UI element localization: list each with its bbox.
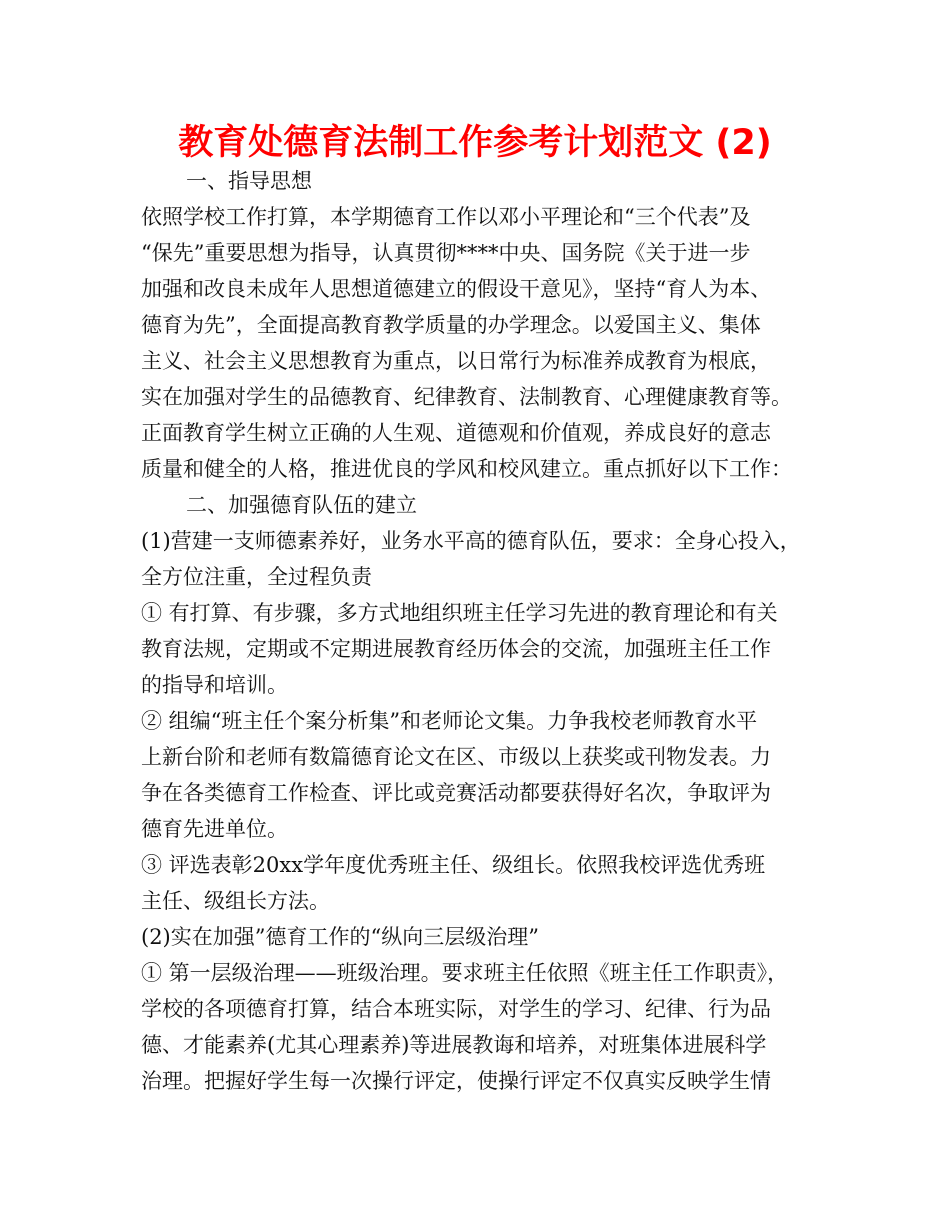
- paragraph-line: 治理。把握好学生每一次操行评定，使操行评定不仅真实反映学生情: [141, 1069, 771, 1093]
- paragraph-line: 全方位注重，全过程负责: [141, 565, 372, 589]
- list-item-line: ① 第一层级治理——班级治理。要求班主任依照《班主任工作职责》，: [141, 961, 789, 985]
- paragraph-line: “保先”重要思想为指导，认真贯彻****中央、国务院《关于进一步: [141, 241, 751, 265]
- paragraph-line: 正面教育学生树立正确的人生观、道德观和价值观，养成良好的意志: [141, 421, 771, 445]
- paragraph-line: 主任、级组长方法。: [141, 889, 330, 913]
- list-item-line: ① 有打算、有步骤，多方式地组织班主任学习先进的教育理论和有关: [141, 601, 778, 625]
- paragraph-line: 质量和健全的人格，推进优良的学风和校风建立。重点抓好以下工作：: [141, 457, 792, 481]
- document-title: 教育处德育法制工作参考计划范文 (2): [178, 123, 772, 163]
- section-heading-2: 二、加强德育队伍的建立: [186, 493, 417, 517]
- paragraph-line: 实在加强对学生的品德教育、纪律教育、法制教育、心理健康教育等。: [141, 385, 792, 409]
- paragraph-line: 德、才能素养(尤其心理素养)等进展教诲和培养，对班集体进展科学: [141, 1033, 767, 1057]
- paragraph-line: (1)营建一支师德素养好，业务水平高的德育队伍，要求：全身心投入，: [141, 529, 801, 553]
- paragraph-line: 教育法规，定期或不定期进展教育经历体会的交流，加强班主任工作: [141, 637, 771, 661]
- document-body: [141, 163, 831, 1099]
- paragraph-line: 主义、社会主义思想教育为重点，以日常行为标准养成教育为根底，: [141, 349, 771, 373]
- list-item-line: ② 组编“班主任个案分析集”和老师论文集。力争我校老师教育水平: [141, 709, 758, 733]
- paragraph-line: 依照学校工作打算，本学期德育工作以邓小平理论和“三个代表”及: [141, 205, 751, 229]
- paragraph-line: 加强和改良未成年人思想道德建立的假设干意见》，坚持“育人为本、: [141, 277, 772, 301]
- paragraph-line: 德育先进单位。: [141, 817, 288, 841]
- section-heading-1: 一、指导思想: [186, 169, 312, 193]
- list-item-line: ③ 评选表彰20xx学年度优秀班主任、级组长。依照我校评选优秀班: [141, 853, 766, 877]
- paragraph-line: 学校的各项德育打算，结合本班实际，对学生的学习、纪律、行为品: [141, 997, 771, 1021]
- paragraph-line: 德育为先”，全面提高教育教学质量的办学理念。以爱国主义、集体: [141, 313, 761, 337]
- paragraph-line: 的指导和培训。: [141, 673, 288, 697]
- paragraph-line: 争在各类德育工作检查、评比或竞赛活动都要获得好名次，争取评为: [141, 781, 771, 805]
- paragraph-line: (2)实在加强”德育工作的“纵向三层级治理”: [141, 925, 539, 949]
- paragraph-line: 上新台阶和老师有数篇德育论文在区、市级以上获奖或刊物发表。力: [141, 745, 771, 769]
